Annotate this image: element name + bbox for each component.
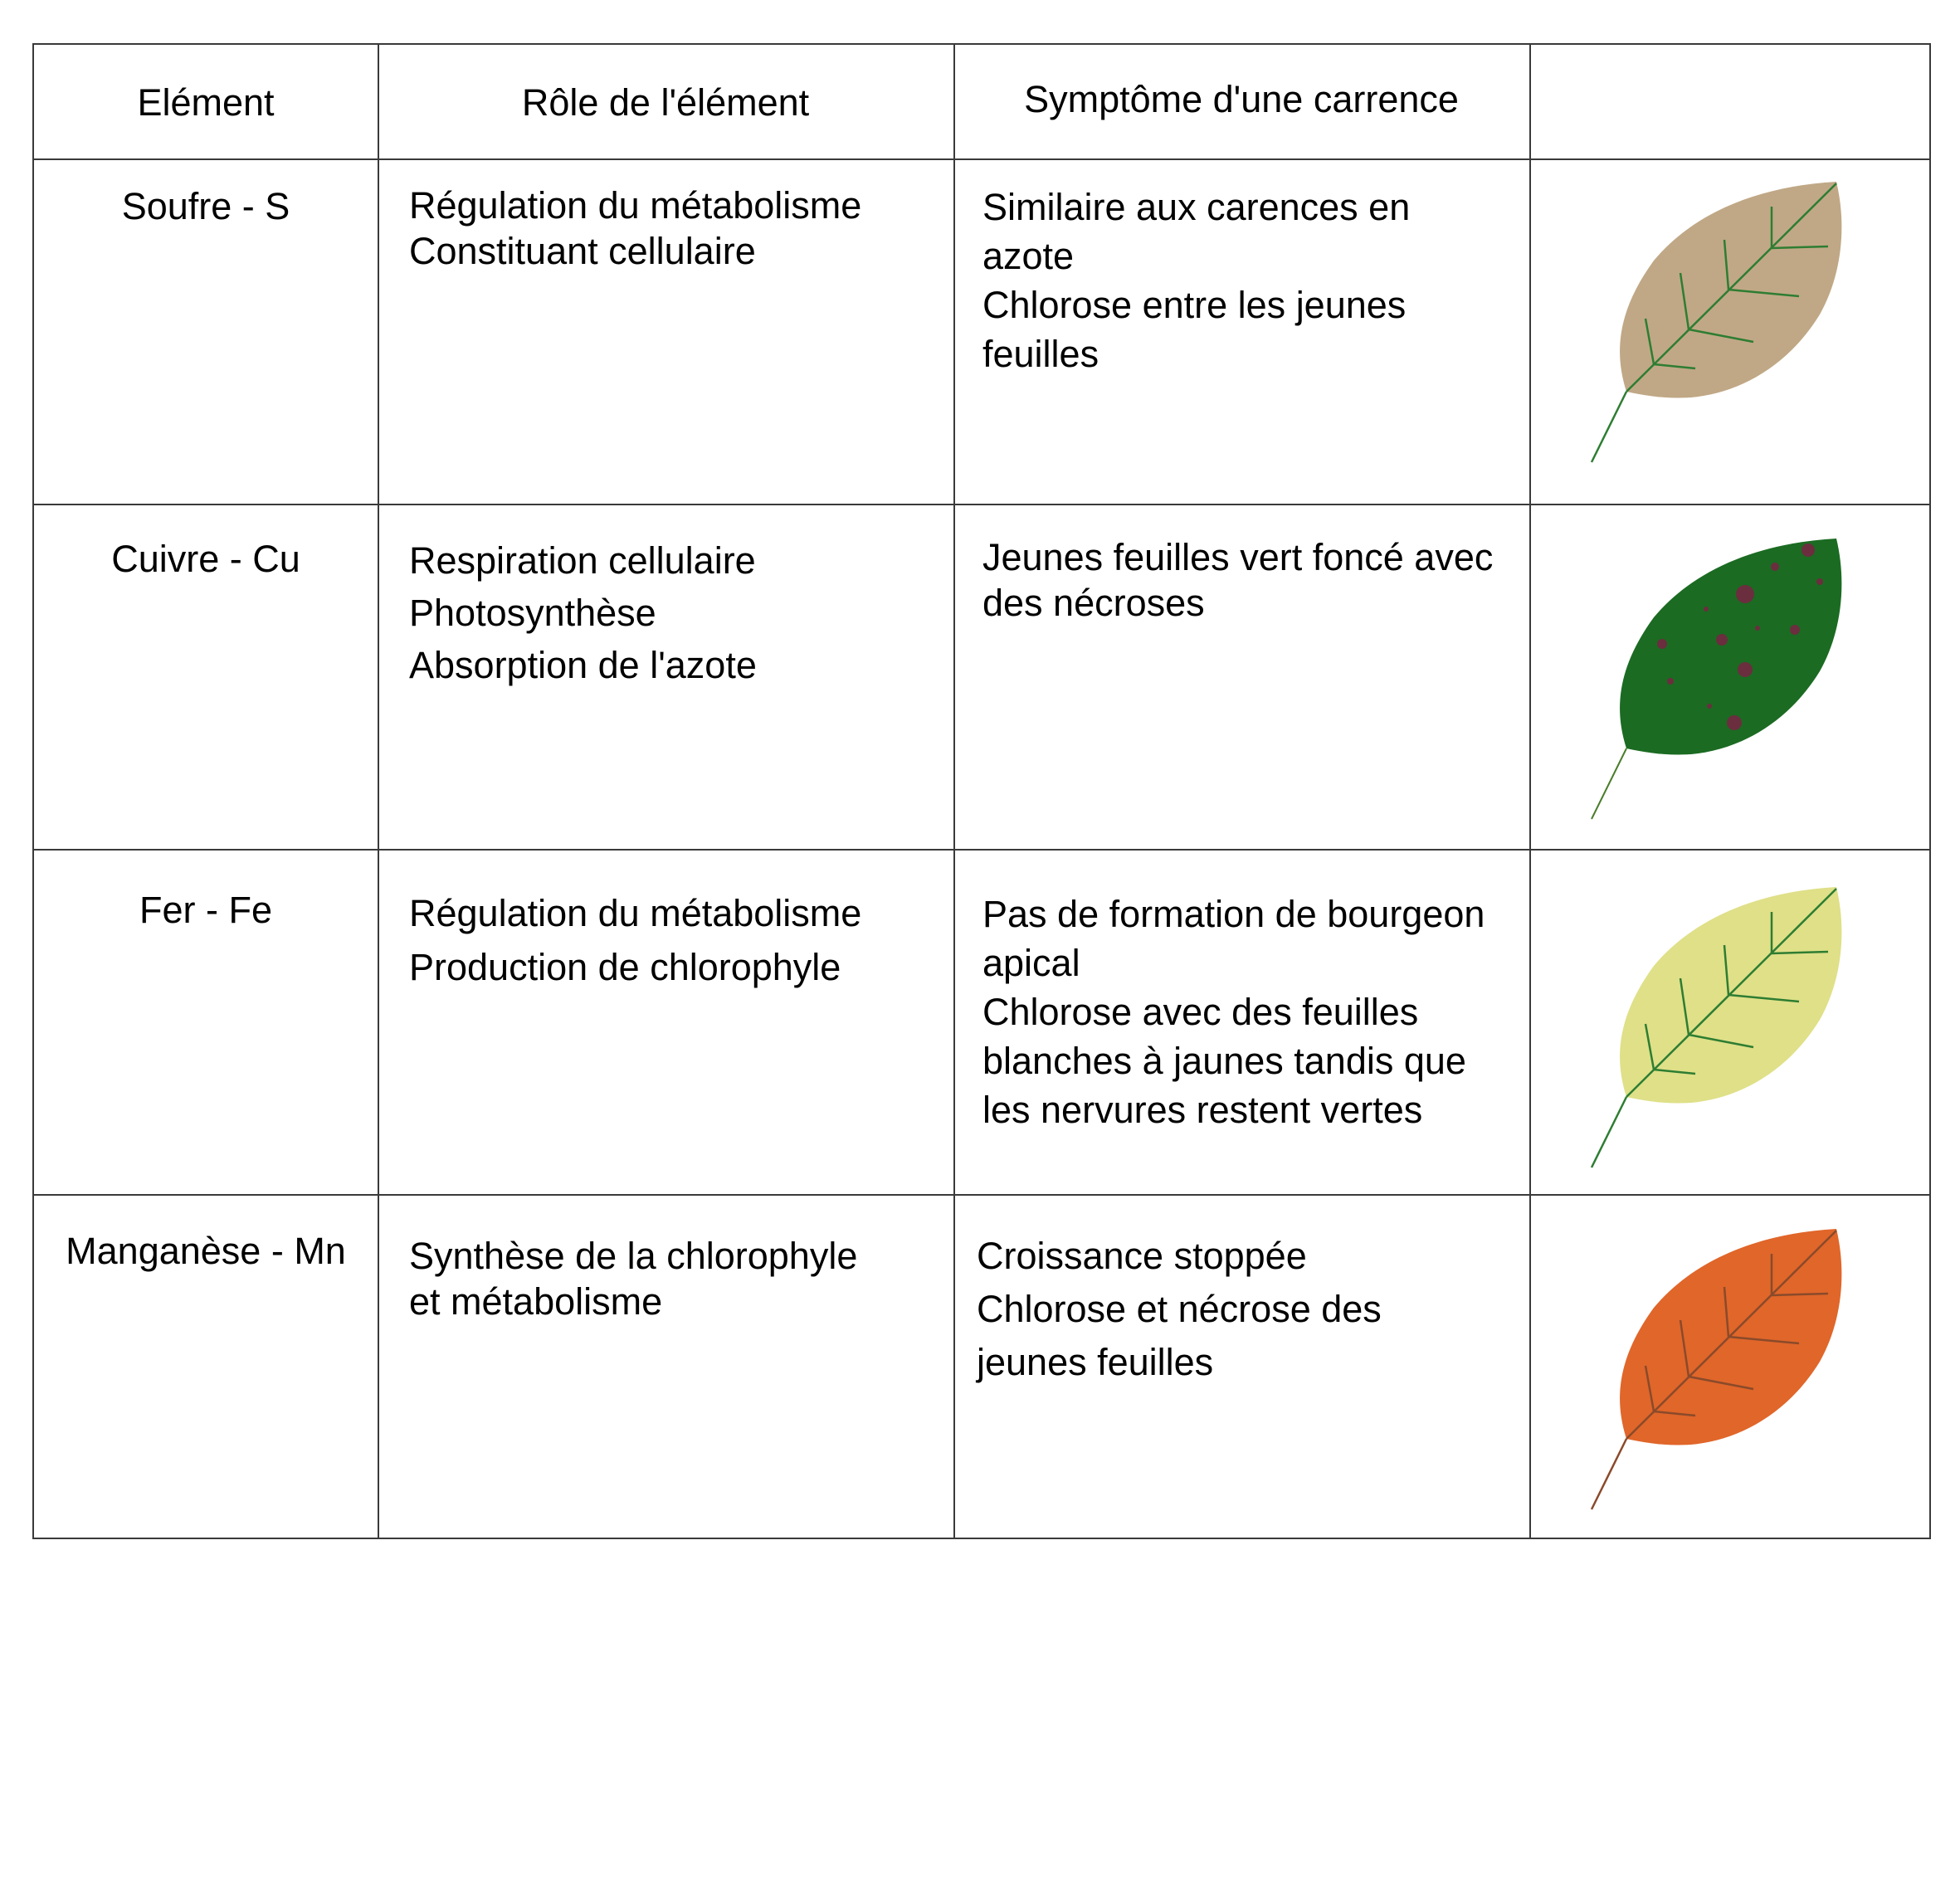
symptom-line: Pas de formation de bourgeon xyxy=(982,893,1485,935)
header-element: Elément xyxy=(137,81,275,124)
orange-leaf-icon xyxy=(1579,1229,1861,1528)
symptom-line: des nécroses xyxy=(982,582,1205,624)
beige-leaf-icon xyxy=(1579,182,1861,480)
symptom-line: les nervures restent vertes xyxy=(982,1089,1423,1131)
symptom-line: Chlorose entre les jeunes xyxy=(982,284,1407,326)
symptom-line: apical xyxy=(982,942,1080,984)
role-line: Régulation du métabolisme xyxy=(409,184,862,227)
header-role: Rôle de l'élément xyxy=(521,81,810,124)
role-line: Régulation du métabolisme xyxy=(409,892,862,934)
pale-yellow-leaf-icon xyxy=(1579,887,1861,1186)
row-cuivre-roles xyxy=(409,534,757,691)
row-cuivre-element: Cuivre - Cu xyxy=(111,538,300,580)
role-line: et métabolisme xyxy=(409,1280,663,1323)
row-divider xyxy=(34,158,1929,160)
row-fer-roles xyxy=(409,886,861,994)
symptom-line: Chlorose avec des feuilles xyxy=(982,991,1419,1033)
row-divider xyxy=(34,504,1929,505)
role-line: Respiration cellulaire xyxy=(409,539,756,582)
row-soufre-roles xyxy=(409,183,861,274)
symptom-line: Croissance stoppée xyxy=(977,1235,1307,1277)
leaf-veins xyxy=(1592,748,1626,819)
role-line: Production de chlorophyle xyxy=(409,946,841,988)
row-fer-symptoms xyxy=(982,890,1485,1134)
column-divider xyxy=(378,45,379,1538)
column-divider xyxy=(953,45,955,1538)
row-cuivre-symptoms xyxy=(982,534,1493,626)
dark-green-spotted-leaf-icon xyxy=(1579,539,1861,837)
symptom-line: blanches à jaunes tandis que xyxy=(982,1040,1466,1082)
row-soufre-symptoms xyxy=(982,183,1410,378)
row-soufre-element: Soufre - S xyxy=(121,185,290,227)
role-line: Absorption de l'azote xyxy=(409,644,757,686)
row-manganese-roles xyxy=(409,1233,857,1324)
symptom-line: Similaire aux carences en xyxy=(982,186,1411,228)
symptom-line: Jeunes feuilles vert foncé avec xyxy=(982,536,1494,578)
deficiency-table xyxy=(32,43,1931,1539)
role-line: Constituant cellulaire xyxy=(409,230,756,272)
role-line: Synthèse de la chlorophyle xyxy=(409,1235,858,1277)
row-fer-element: Fer - Fe xyxy=(139,889,272,931)
symptom-line: Chlorose et nécrose des xyxy=(977,1288,1382,1330)
header-symptom: Symptôme d'une carrence xyxy=(1024,78,1459,120)
row-divider xyxy=(34,1194,1929,1196)
row-divider xyxy=(34,849,1929,851)
symptom-line: azote xyxy=(982,235,1075,277)
symptom-line: feuilles xyxy=(982,333,1099,375)
role-line: Photosynthèse xyxy=(409,592,656,634)
row-manganese-element: Manganèse - Mn xyxy=(66,1230,346,1272)
column-divider xyxy=(1529,45,1531,1538)
row-manganese-symptoms xyxy=(977,1230,1382,1389)
symptom-line: jeunes feuilles xyxy=(977,1341,1214,1383)
